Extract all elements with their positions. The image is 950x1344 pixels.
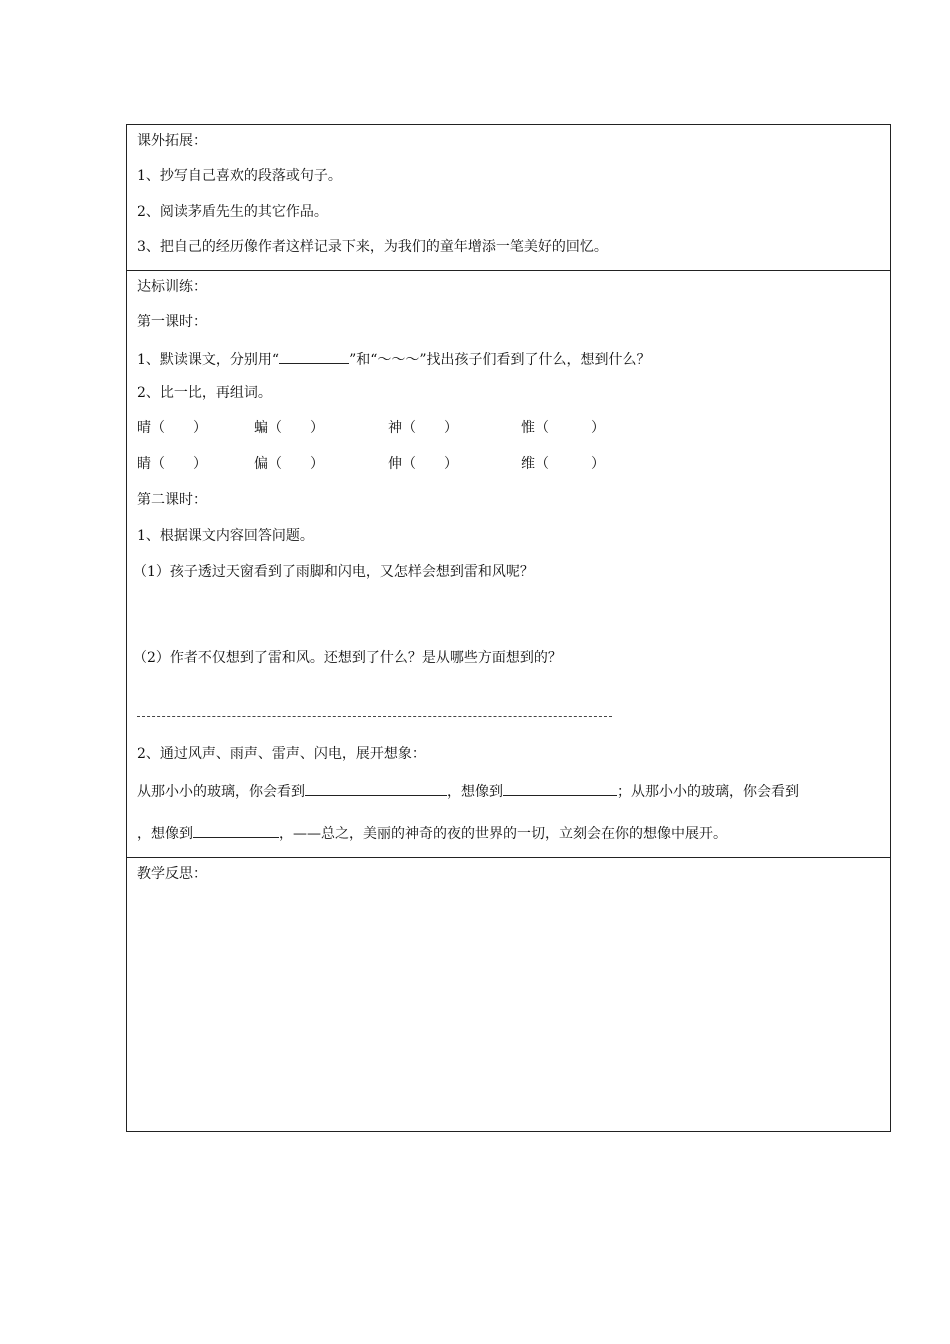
extension-item-3: 3、把自己的经历像作者这样记录下来，为我们的童年增添一笔美好的回忆。 (137, 239, 608, 255)
lesson2-question-1a: （1）孩子透过天窗看到了雨脚和闪电，又怎样会想到雷和风呢？ (133, 564, 534, 580)
word-cell[interactable]: 惟（ ） (521, 420, 605, 436)
q1-text-end: ”和“～～～”找出孩子们看到了什么，想到什么？ (349, 352, 651, 368)
lesson1-title: 第一课时： (137, 314, 207, 330)
word-cell[interactable]: 晴（ ） (137, 420, 207, 436)
fill-blank[interactable] (193, 823, 279, 838)
fill-text: ，——总之，美丽的神奇的夜的世界的一切，立刻会在你的想像中展开。 (279, 826, 727, 842)
word-cell[interactable]: 神（ ） (388, 420, 458, 436)
word-cell[interactable]: 睛（ ） (137, 456, 207, 472)
lesson2-question-1b: （2）作者不仅想到了雷和风。还想到了什么？是从哪些方面想到的？ (133, 650, 562, 666)
imagination-fill-line-2 (137, 823, 727, 843)
word-cell[interactable]: 偏（ ） (254, 456, 324, 472)
answer-dashed-line[interactable] (137, 716, 612, 717)
word-compare-row-1 (137, 419, 877, 437)
fill-blank[interactable] (305, 781, 447, 796)
fill-text: ，想像到 (137, 826, 193, 842)
lesson2-title: 第二课时： (137, 492, 207, 508)
word-cell[interactable]: 伸（ ） (388, 456, 458, 472)
fill-blank[interactable] (503, 781, 617, 796)
lesson1-question-1 (137, 349, 651, 369)
lesson2-question-1: 1、根据课文内容回答问题。 (137, 528, 314, 544)
extension-item-2: 2、阅读茅盾先生的其它作品。 (137, 204, 328, 220)
training-heading: 达标训练： (137, 279, 207, 295)
fill-text: ；从那小小的玻璃，你会看到 (617, 784, 799, 800)
extension-section (126, 124, 891, 271)
fill-text: 从那小小的玻璃，你会看到 (137, 784, 305, 800)
fill-text: ，想像到 (447, 784, 503, 800)
training-section (126, 270, 891, 858)
extension-heading: 课外拓展： (137, 133, 207, 149)
q1-text-start: 1、默读课文，分别用“ (137, 352, 280, 368)
lesson2-question-2: 2、通过风声、雨声、雷声、闪电，展开想象： (137, 746, 426, 762)
lesson1-question-2: 2、比一比，再组词。 (137, 385, 272, 401)
extension-item-1: 1、抄写自己喜欢的段落或句子。 (137, 168, 342, 184)
word-cell[interactable]: 蝙（ ） (254, 420, 324, 436)
imagination-fill-line-1 (137, 781, 799, 801)
word-cell[interactable]: 维（ ） (521, 456, 605, 472)
underline-blank[interactable] (279, 349, 349, 364)
reflection-section (126, 857, 891, 1132)
reflection-heading: 教学反思： (137, 866, 207, 882)
word-compare-row-2 (137, 455, 877, 473)
